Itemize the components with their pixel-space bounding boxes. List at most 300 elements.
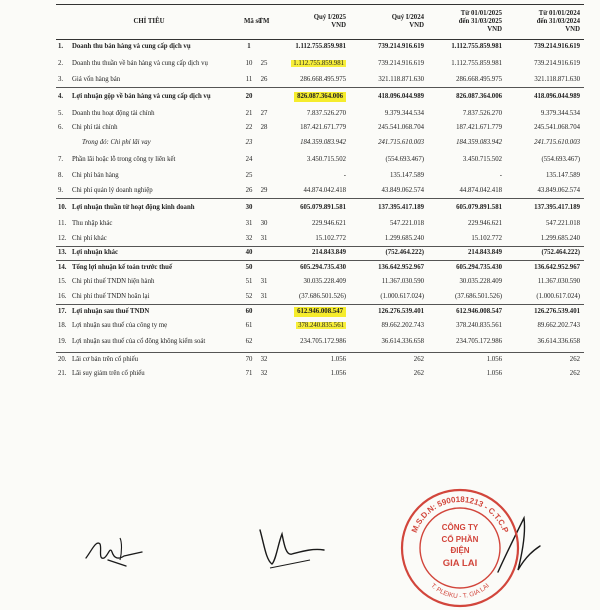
row-value-3 (428, 136, 506, 151)
row-note: 28 (260, 124, 268, 132)
row-label: Trong đó: Chi phí lãi vay (82, 138, 151, 146)
table-body (56, 40, 584, 382)
row-index: 1. (58, 43, 64, 50)
row-value-text: 187.421.671.779 (300, 124, 346, 132)
row-value-text: 7.837.526.270 (306, 109, 346, 117)
row-value-text: 43.849.062.574 (537, 186, 580, 194)
table-row (56, 232, 584, 247)
row-label: Giá vốn hàng bán (72, 76, 121, 83)
row-label-cell (56, 246, 242, 261)
table-row (56, 246, 584, 261)
row-value-4 (506, 150, 584, 169)
table-row (56, 40, 584, 55)
table-row (56, 150, 584, 169)
row-value-3 (428, 198, 506, 217)
row-value-1 (272, 121, 350, 136)
row-index: 20. (58, 355, 67, 363)
row-note: 29 (260, 186, 268, 194)
row-value-2 (350, 333, 428, 352)
header-q2025-line1: Quý I/2025 (313, 14, 346, 21)
row-index: 13. (58, 249, 67, 257)
row-code: 30 (242, 198, 256, 217)
row-value-text: 43.849.062.574 (381, 186, 424, 194)
row-value-4 (506, 40, 584, 55)
row-code: 25 (245, 172, 253, 180)
row-label-cell (56, 169, 242, 184)
stamp-line1: CÔNG TY (441, 523, 479, 532)
row-value-3 (428, 333, 506, 352)
row-label-cell (56, 107, 242, 122)
row-value-text: 739.214.916.619 (378, 43, 424, 50)
row-value-text: 187.421.671.779 (456, 124, 502, 132)
row-index: 4. (58, 93, 64, 101)
row-value-4 (506, 136, 584, 151)
row-value-text: 11.367.030.590 (381, 278, 424, 286)
row-value-text: 234.705.172.986 (456, 338, 502, 346)
row-value-3 (428, 121, 506, 136)
row-value-4 (506, 217, 584, 232)
row-label: Lợi nhuận sau thuế của công ty mẹ (72, 321, 168, 329)
table-row (56, 121, 584, 136)
row-note (256, 261, 272, 276)
row-value-text: 229.946.621 (312, 220, 346, 228)
row-value-text: 135.147.589 (390, 172, 424, 180)
row-value-text: 612.946.008.547 (294, 307, 346, 317)
table-row (56, 73, 584, 88)
row-value-text: 15.102.772 (471, 234, 502, 242)
table-row (56, 169, 584, 184)
row-value-text: 241.715.610.003 (378, 138, 424, 146)
stamp-line4: GIA LAI (442, 558, 478, 569)
row-label: Chi phí thuế TNDN hiện hành (72, 278, 155, 286)
row-value-text: 739.214.916.619 (534, 59, 580, 67)
row-label-cell (56, 54, 242, 73)
row-value-3 (428, 184, 506, 199)
table-row (56, 290, 584, 305)
row-code: 31 (245, 220, 253, 228)
row-value-text: (752.464.222) (385, 249, 424, 257)
header-ytd2025 (428, 5, 506, 40)
row-value-text: 1.112.755.859.981 (295, 43, 346, 50)
row-index: 5. (58, 109, 64, 117)
row-value-text: 321.118.871.630 (534, 76, 580, 83)
row-index: 8. (58, 172, 64, 180)
row-value-2 (350, 217, 428, 232)
header-code: Mã số (242, 5, 256, 40)
row-value-text: 9.379.344.534 (540, 109, 580, 117)
row-note: 26 (260, 76, 268, 83)
row-value-text: 136.642.952.967 (534, 264, 580, 271)
row-value-text: 1.299.685.240 (384, 234, 424, 242)
row-code: 70 (242, 352, 256, 367)
row-value-4 (506, 169, 584, 184)
company-stamp (398, 486, 522, 610)
row-value-text: 126.276.539.401 (378, 307, 424, 315)
row-value-4 (506, 333, 584, 352)
header-q2025 (272, 5, 350, 40)
row-index: 7. (58, 155, 64, 163)
row-value-4 (506, 88, 584, 107)
header-q2024 (350, 5, 428, 40)
row-index: 17. (58, 307, 67, 315)
row-note: 31 (260, 278, 268, 286)
income-statement-table (56, 4, 584, 381)
signature-chief-accountant (250, 520, 340, 576)
row-value-text: 1.056 (486, 355, 502, 363)
row-index: 9. (58, 186, 64, 194)
row-value-2 (350, 184, 428, 199)
row-value-2 (350, 150, 428, 169)
row-value-text: 418.096.044.989 (534, 93, 580, 101)
row-value-2 (350, 352, 428, 367)
row-label-cell (56, 88, 242, 107)
row-value-text: 44.874.042.418 (303, 186, 346, 194)
header-ytd2024-line1: Từ 01/01/2024 (538, 10, 580, 17)
row-label-cell (56, 217, 242, 232)
row-label: Lợi nhuận thuần từ hoạt động kinh doanh (72, 203, 195, 211)
row-value-text: 605.079.891.581 (456, 203, 502, 211)
table-row (56, 275, 584, 290)
row-value-4 (506, 54, 584, 73)
header-ytd2025-line3: VND (487, 26, 502, 33)
row-index: 10. (58, 203, 67, 211)
row-note: 32 (260, 369, 268, 377)
row-label-cell (56, 352, 242, 367)
row-value-text: 605.294.735.430 (300, 264, 346, 271)
table-row (56, 304, 584, 319)
row-label-cell (56, 121, 242, 136)
row-value-text: 89.662.202.743 (381, 321, 424, 329)
row-code: 21 (245, 109, 253, 117)
row-label-cell (56, 333, 242, 352)
row-note (256, 169, 272, 184)
row-value-1 (272, 290, 350, 305)
row-value-text: 262 (413, 369, 424, 377)
row-value-1 (272, 88, 350, 107)
row-label-cell (56, 290, 242, 305)
row-note (256, 150, 272, 169)
row-value-3 (428, 217, 506, 232)
row-value-2 (350, 40, 428, 55)
row-value-text: 1.112.755.859.981 (451, 59, 502, 67)
row-value-text: 36.614.336.658 (381, 338, 424, 346)
row-value-text: 3.450.715.502 (306, 155, 346, 163)
row-value-text: 229.946.621 (468, 220, 502, 228)
row-value-text: 286.668.495.975 (300, 76, 346, 83)
row-value-1 (272, 261, 350, 276)
row-value-text: 135.147.589 (546, 172, 580, 180)
row-note (256, 88, 272, 107)
table-row (56, 319, 584, 334)
row-value-text: 547.221.018 (390, 220, 424, 228)
row-value-4 (506, 352, 584, 367)
row-value-3 (428, 304, 506, 319)
row-index: 3. (58, 76, 64, 83)
row-value-2 (350, 275, 428, 290)
header-ytd2024-line2: đến 31/03/2024 (536, 18, 580, 25)
row-label: Tổng lợi nhuận kế toán trước thuế (72, 264, 172, 271)
row-value-text: 286.668.495.975 (456, 76, 502, 83)
row-value-4 (506, 121, 584, 136)
row-value-4 (506, 246, 584, 261)
row-value-text: 15.102.772 (315, 234, 346, 242)
row-label: Lợi nhuận gộp về bán hàng và cung cấp dịch vụ (72, 93, 211, 101)
header-q2024-line1: Quý I/2024 (391, 14, 424, 21)
row-value-text: 1.112.755.859.981 (293, 59, 344, 67)
row-value-text: 262 (569, 369, 580, 377)
table-row (56, 198, 584, 217)
row-code: 32 (245, 234, 253, 242)
row-code: 20 (242, 88, 256, 107)
row-value-text: 7.837.526.270 (462, 109, 502, 117)
row-value-text: 214.843.849 (468, 249, 502, 257)
row-value-3 (428, 367, 506, 382)
row-value-3 (428, 319, 506, 334)
row-value-text: 30.035.228.409 (459, 278, 502, 286)
row-code: 62 (245, 338, 253, 346)
row-value-4 (506, 290, 584, 305)
row-note: 31 (260, 292, 268, 300)
row-value-text: 739.214.916.619 (378, 59, 424, 67)
row-label-cell (56, 367, 242, 382)
row-index: 6. (58, 124, 64, 132)
row-label-cell (56, 150, 242, 169)
row-note: 27 (260, 109, 268, 117)
row-code: 22 (245, 124, 253, 132)
row-label-cell (56, 136, 242, 151)
row-value-2 (350, 246, 428, 261)
row-value-text: 30.035.228.409 (303, 278, 346, 286)
table-row (56, 107, 584, 122)
stamp-bottom-text: T. PLEIKU - T. GIA LAI (429, 582, 491, 601)
table-row (56, 54, 584, 73)
row-value-text: 184.359.083.942 (300, 138, 346, 146)
row-note: 32 (256, 352, 272, 367)
row-value-text: 1.112.755.859.981 (451, 43, 502, 50)
table-row (56, 88, 584, 107)
row-value-2 (350, 261, 428, 276)
header-ytd2024 (506, 5, 584, 40)
row-label: Doanh thu hoạt động tài chính (72, 109, 155, 117)
row-value-3 (428, 107, 506, 122)
row-value-2 (350, 136, 428, 151)
row-value-1 (272, 150, 350, 169)
row-value-text: 612.946.008.547 (456, 307, 502, 315)
row-value-3 (428, 54, 506, 73)
row-value-2 (350, 304, 428, 319)
table-header-row (56, 5, 584, 40)
row-index: 16. (58, 292, 67, 300)
row-value-4 (506, 184, 584, 199)
row-value-3 (428, 275, 506, 290)
row-value-text: 214.843.849 (312, 249, 346, 257)
header-ytd2025-line2: đến 31/03/2025 (458, 18, 502, 25)
row-value-text: 137.395.417.189 (378, 203, 424, 211)
row-label: Chi phí bán hàng (72, 172, 119, 180)
row-value-text: 826.087.364.006 (294, 92, 346, 102)
table-row (56, 367, 584, 382)
row-label-cell (56, 40, 242, 55)
row-value-4 (506, 198, 584, 217)
row-value-2 (350, 198, 428, 217)
table-row (56, 261, 584, 276)
stamp-ring-text: M.S.D.N: 5900181213 - C.T.C.P (409, 494, 511, 535)
row-value-text: 184.359.083.942 (456, 138, 502, 146)
row-label: Lãi cơ bản trên cổ phiếu (72, 355, 139, 363)
row-value-2 (350, 88, 428, 107)
row-code: 51 (245, 278, 253, 286)
row-value-2 (350, 169, 428, 184)
row-label: Chi phí khác (72, 234, 107, 242)
row-value-1 (272, 246, 350, 261)
row-code: 11 (245, 76, 253, 83)
row-value-2 (350, 73, 428, 88)
table-row (56, 333, 584, 352)
row-note: 30 (260, 220, 268, 228)
row-value-text: 739.214.916.619 (534, 43, 580, 50)
row-value-text: 137.395.417.189 (534, 203, 580, 211)
header-ytd2024-line3: VND (565, 26, 580, 33)
row-value-text: 89.662.202.743 (537, 321, 580, 329)
row-value-1 (272, 352, 350, 367)
row-value-2 (350, 107, 428, 122)
row-value-text: 605.079.891.581 (300, 203, 346, 211)
row-label: Chi phí tài chính (72, 124, 118, 132)
row-index: 18. (58, 321, 67, 329)
stamp-line2: CỔ PHẦN (441, 535, 479, 544)
row-value-3 (428, 261, 506, 276)
row-index: 14. (58, 264, 67, 271)
row-value-4 (506, 107, 584, 122)
row-value-4 (506, 232, 584, 247)
row-label-cell (56, 319, 242, 334)
row-value-1 (272, 73, 350, 88)
row-value-text: 136.642.952.967 (378, 264, 424, 271)
row-index: 11. (58, 220, 67, 228)
row-value-2 (350, 319, 428, 334)
row-label: Lợi nhuận sau thuế của cổ đông không kiểm soát (72, 338, 206, 346)
row-value-text: 245.541.068.704 (534, 124, 580, 132)
row-value-4 (506, 261, 584, 276)
row-value-text: (1.000.617.024) (380, 292, 424, 300)
row-value-2 (350, 290, 428, 305)
row-value-1 (272, 136, 350, 151)
row-value-4 (506, 275, 584, 290)
row-value-text: 378.240.835.561 (456, 321, 502, 329)
row-value-text: (37.686.501.526) (454, 292, 502, 300)
row-label: Lãi suy giảm trên cổ phiếu (72, 369, 145, 377)
row-value-1 (272, 40, 350, 55)
row-note (256, 246, 272, 261)
row-value-2 (350, 121, 428, 136)
row-label-cell (56, 275, 242, 290)
row-value-text: (752.464.222) (541, 249, 580, 257)
row-label: Chi phí quản lý doanh nghiệp (72, 186, 153, 194)
row-code: 71 (245, 369, 253, 377)
row-code: 10 (245, 59, 253, 67)
row-code: 52 (245, 292, 253, 300)
row-value-3 (428, 150, 506, 169)
row-value-3 (428, 40, 506, 55)
row-label: Thu nhập khác (72, 220, 113, 228)
row-value-text: (554.693.467) (541, 155, 580, 163)
row-value-text: 234.705.172.986 (300, 338, 346, 346)
row-value-1 (272, 107, 350, 122)
row-note: 25 (260, 59, 268, 67)
row-value-2 (350, 232, 428, 247)
row-value-text: 241.715.610.003 (534, 138, 580, 146)
row-value-text: 126.276.539.401 (534, 307, 580, 315)
row-value-3 (428, 88, 506, 107)
row-value-1 (272, 304, 350, 319)
row-value-1 (272, 184, 350, 199)
row-index: 21. (58, 369, 67, 377)
row-value-2 (350, 54, 428, 73)
row-value-3 (428, 246, 506, 261)
row-label-cell (56, 198, 242, 217)
row-value-1 (272, 169, 350, 184)
row-value-text: (37.686.501.526) (298, 292, 346, 300)
row-value-1 (272, 275, 350, 290)
row-value-text: 262 (413, 355, 424, 363)
row-note (256, 40, 272, 55)
row-label-cell (56, 261, 242, 276)
row-value-text: 262 (569, 355, 580, 363)
row-value-1 (272, 367, 350, 382)
table-row (56, 217, 584, 232)
row-code: 24 (245, 155, 253, 163)
row-code: 40 (242, 246, 256, 261)
row-value-1 (272, 333, 350, 352)
row-index: 19. (58, 338, 67, 346)
row-value-text: 605.294.735.430 (456, 264, 502, 271)
row-index: 2. (58, 59, 64, 67)
row-value-2 (350, 367, 428, 382)
row-label-cell (56, 73, 242, 88)
row-value-3 (428, 290, 506, 305)
row-note (256, 319, 272, 334)
row-code: 26 (245, 186, 253, 194)
row-code: 23 (245, 138, 253, 146)
row-value-text: 1.056 (330, 369, 346, 377)
row-note (256, 198, 272, 217)
row-value-text: 826.087.364.006 (456, 93, 502, 101)
row-value-3 (428, 169, 506, 184)
header-ytd2025-line1: Từ 01/01/2025 (460, 10, 502, 17)
row-value-text: 44.874.042.418 (459, 186, 502, 194)
row-value-4 (506, 367, 584, 382)
row-value-1 (272, 232, 350, 247)
header-tm: TM (256, 5, 272, 40)
header-label: CHỈ TIÊU (56, 5, 242, 40)
row-value-3 (428, 352, 506, 367)
row-value-4 (506, 319, 584, 334)
table-row (56, 136, 584, 151)
row-label: Lợi nhuận sau thuế TNDN (72, 307, 150, 315)
row-note: 31 (260, 234, 268, 242)
row-value-text: 418.096.044.989 (378, 93, 424, 101)
row-value-3 (428, 232, 506, 247)
row-label: Doanh thu thuần về bán hàng và cung cấp dịch vụ (72, 59, 208, 67)
row-value-text: - (499, 172, 502, 180)
row-note (256, 333, 272, 352)
row-note (256, 304, 272, 319)
row-label-cell (56, 184, 242, 199)
row-value-text: 11.367.030.590 (537, 278, 580, 286)
table-row (56, 352, 584, 367)
row-value-text: (1.000.617.024) (536, 292, 580, 300)
row-code: 50 (242, 261, 256, 276)
